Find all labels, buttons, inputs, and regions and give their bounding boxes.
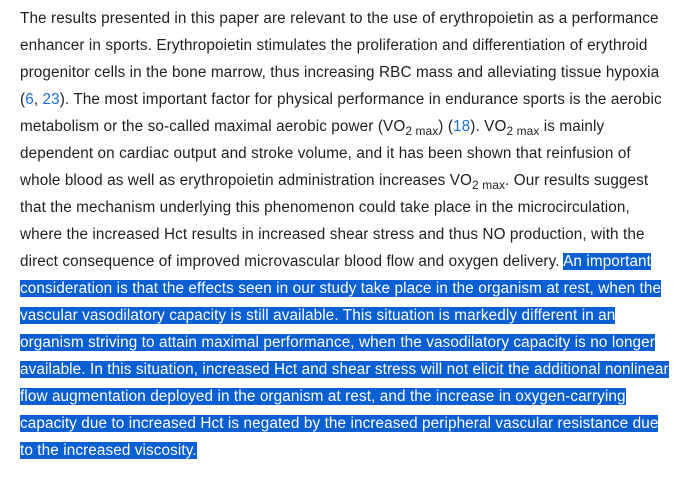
paragraph-text-3: ) ( (438, 118, 454, 135)
paragraph-text-1: The results presented in this paper are relevant to the use of erythropoietin as a performance enhancer in sports. Erythropoietin stimulates the proliferation and differentiation of erythroid progenitor cells in the bone marrow, thus increasing RBC mass and alleviating tissue hypoxia ( (20, 10, 660, 108)
selected-text[interactable]: An important consideration is that the effects seen in our study take place in the organism at rest, when the vascular vasodilatory capacity is still available. This situation is markedly different in an organism striving to attain maximal performance, when the vasodilatory capacity is no longer available. In this situation, increased Hct and shear stress will not elicit the additional nonlinear flow augmentation deployed in the organism at rest, and the increase in oxygen-carrying capacity due to increased Hct is negated by the increased peripheral vascular resistance due to the increased viscosity. (20, 253, 669, 459)
reference-link-18[interactable]: 18 (453, 118, 471, 135)
paragraph-text-5: is mainly dependent on cardiac output and stroke volume, and it has been shown that reinfusion of whole blood as well as erythropoietin administration increases VO (20, 118, 631, 189)
reference-link-23[interactable]: 23 (42, 91, 60, 108)
paragraph (20, 5, 673, 464)
subscript-2max: 2 max (472, 177, 506, 192)
subscript-2max: 2 max (405, 123, 439, 138)
paragraph-text-4: ). VO (470, 118, 507, 135)
reference-link-6[interactable]: 6 (25, 91, 34, 108)
paragraph-text-6: . Our results suggest that the mechanism underlying this phenomenon could take place in the microcirculation, where the increased Hct results in increased shear stress and thus NO production, with the direct consequence of improved microvascular blood flow and oxygen delivery. (20, 172, 649, 270)
subscript-2max: 2 max (506, 123, 540, 138)
paragraph-text-2: ). The most important factor for physical performance in endurance sports is the aerobic metabolism or the so-called maximal aerobic power (VO (20, 91, 662, 135)
reference-separator: , (33, 91, 43, 108)
